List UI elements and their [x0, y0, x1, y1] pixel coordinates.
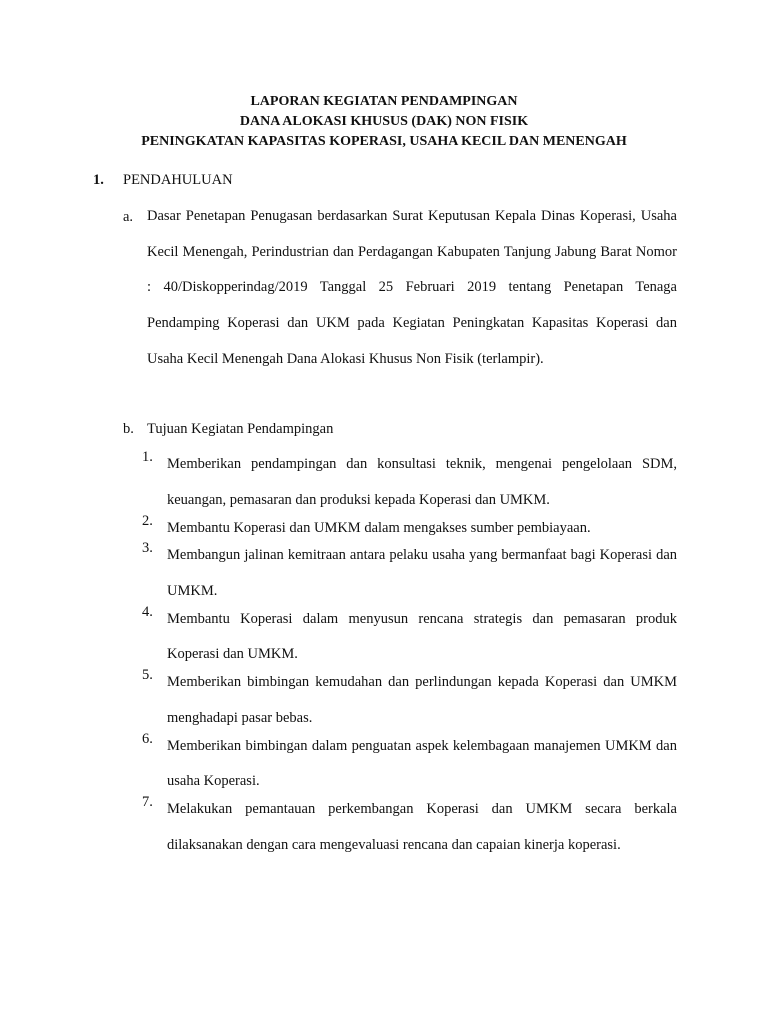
- document-title: [0, 92, 768, 152]
- list-item: [142, 665, 677, 736]
- list-item: [142, 447, 677, 518]
- title-line-2: DANA ALOKASI KHUSUS (DAK) NON FISIK: [239, 114, 529, 129]
- section-label: PENDAHULUAN: [123, 172, 233, 188]
- list-item-number: 7.: [142, 793, 153, 810]
- list-item-text: Membantu Koperasi dalam menyusun rencana strategis dan pemasaran produk Koperasi dan UMKM.: [167, 610, 677, 663]
- list-item-text: Memberikan bimbingan kemudahan dan perlindungan kepada Koperasi dan UMKM menghadapi pasar bebas.: [167, 674, 677, 726]
- list-item-text: Membangun jalinan kemitraan antara pelaku usaha yang bermanfaat bagi Koperasi dan UMKM.: [167, 547, 677, 599]
- item-b-marker: b.: [123, 421, 134, 437]
- list-item-number: 3.: [142, 540, 153, 557]
- objectives-list: [142, 449, 677, 863]
- list-item-text: Melakukan pemantauan perkembangan Koperasi dan UMKM secara berkala dilaksanakan dengan cara mengevaluasi rencana dan capaian kinerja koperasi.: [167, 800, 677, 853]
- section-number: 1.: [93, 172, 104, 188]
- list-item-number: 6.: [142, 730, 153, 747]
- list-item-a: [123, 207, 677, 377]
- list-item-text: Memberikan bimbingan dalam penguatan aspek kelembagaan manajemen UMKM dan usaha Koperasi.: [167, 737, 677, 790]
- list-item: [142, 729, 677, 800]
- list-item-b: [123, 419, 677, 439]
- item-a-text: Dasar Penetapan Penugasan berdasarkan Surat Keputusan Kepala Dinas Koperasi, Usaha Kecil Menengah, Perindustrian dan Perdagangan Kabupaten Tanjung Jabung Barat Nomor : 40/Diskopperindag/2019 Tanggal 25 Februari 2019 tentang Penetapan Tenaga Pendamping Koperasi dan UKM pada Kegiatan Peningkatan Kapasitas Koperasi dan Usaha Kecil Menengah Dana Alokasi Khusus Non Fisik (terlampir).: [147, 208, 677, 367]
- title-line-1: LAPORAN KEGIATAN PENDAMPINGAN: [250, 94, 518, 109]
- list-item: [142, 602, 677, 673]
- list-item-number: 5.: [142, 667, 153, 684]
- list-item-number: 1.: [142, 449, 153, 466]
- list-item-text: Membantu Koperasi dan UMKM dalam mengakses sumber pembiayaan.: [167, 519, 591, 536]
- item-a-marker: a.: [123, 209, 134, 225]
- list-item-number: 4.: [142, 603, 153, 620]
- list-item: [142, 792, 677, 863]
- list-item: [142, 538, 677, 609]
- list-item-number: 2.: [142, 512, 153, 529]
- title-line-3: PENINGKATAN KAPASITAS KOPERASI, USAHA KECIL DAN MENENGAH: [141, 134, 627, 149]
- list-item-text: Memberikan pendampingan dan konsultasi teknik, mengenai pengelolaan SDM, keuangan, pemasaran dan produksi kepada Koperasi dan UMKM.: [167, 456, 677, 508]
- item-b-label: Tujuan Kegiatan Pendampingan: [147, 421, 334, 437]
